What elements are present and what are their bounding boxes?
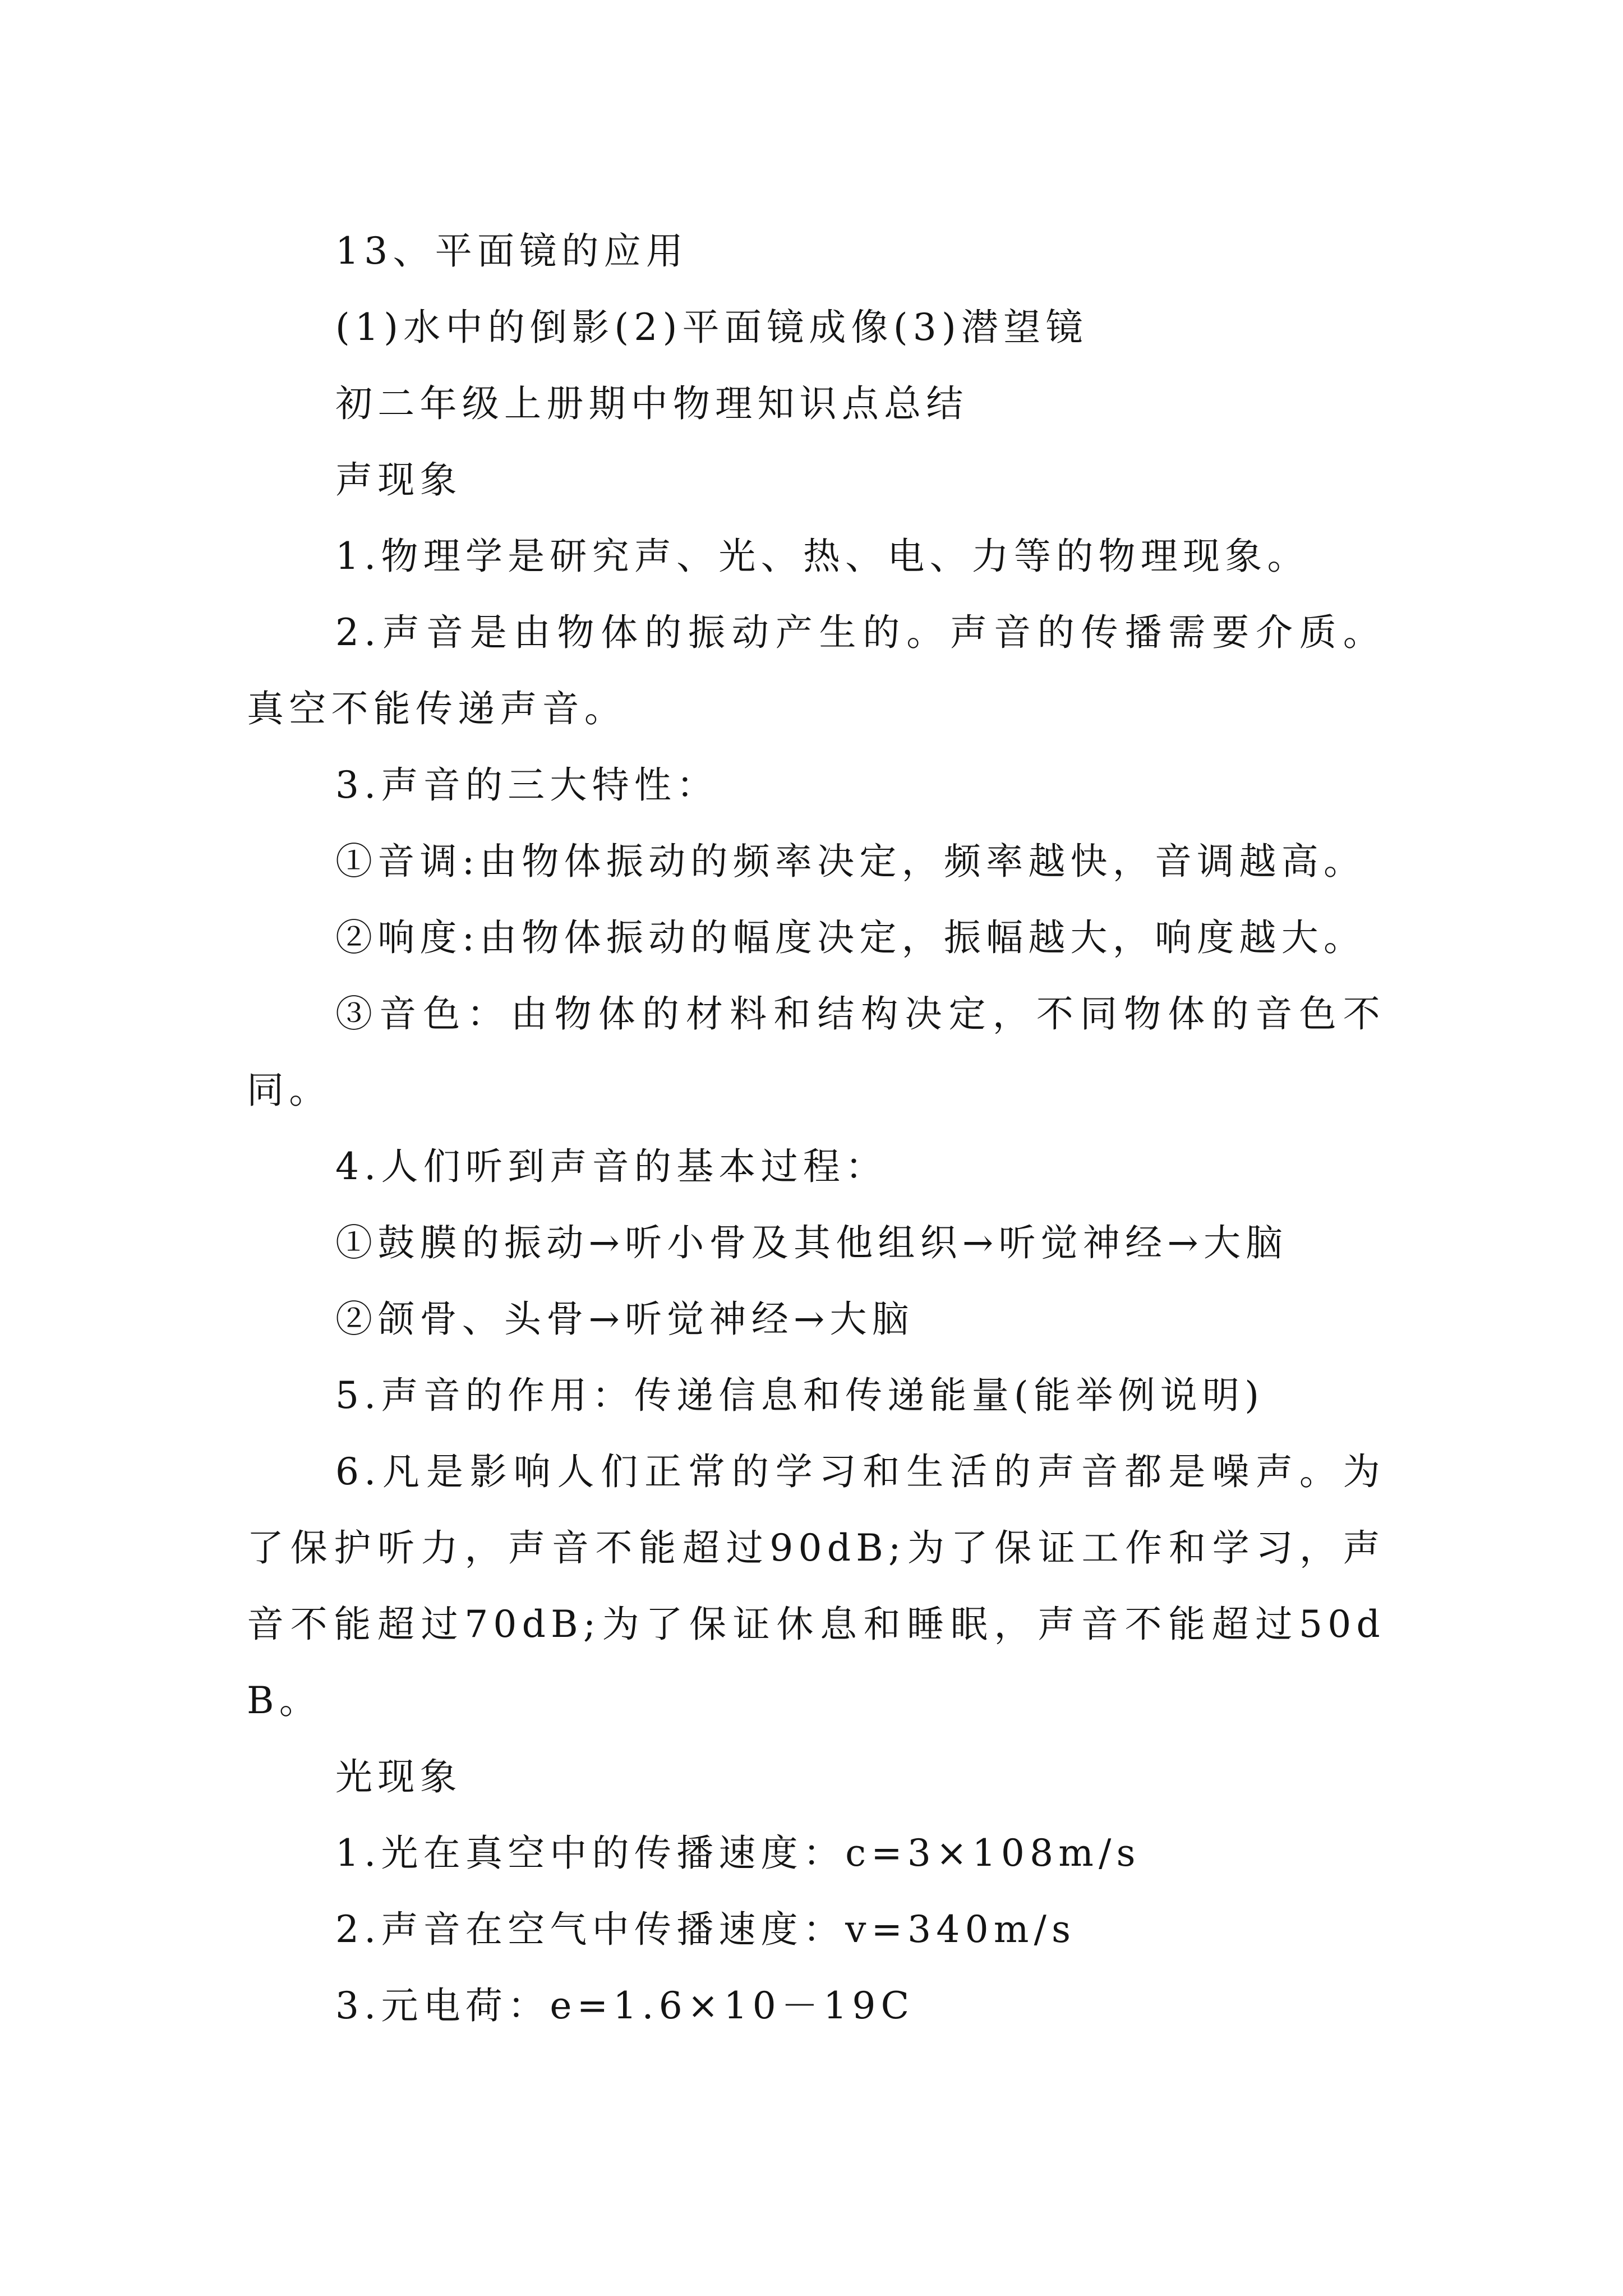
paragraph-sound-3-timbre: ③音色：由物体的材料和结构决定，不同物体的音色不同。 [247,992,1385,1112]
paragraph-plane-mirror-uses: (1)水中的倒影(2)平面镜成像(3)潜望镜 [335,306,1088,349]
paragraph-sound-2: 2.声音是由物体的振动产生的。声音的传播需要介质。真空不能传递声音。 [247,611,1385,730]
paragraph-sound-heading: 声现象 [335,458,462,501]
paragraph-sound-5: 5.声音的作用：传递信息和传递能量(能举例说明) [335,1374,1265,1417]
paragraph-sound-4-path-2: ②颌骨、头骨→听觉神经→大脑 [335,1297,914,1341]
paragraph-sound-3: 3.声音的三大特性： [335,763,719,807]
paragraph-sound-4: 4.人们听到声音的基本过程： [335,1145,888,1188]
paragraph-light-3: 3.元电荷：e=1.6×10－19C [335,1984,915,2027]
paragraph-sound-4-path-1: ①鼓膜的振动→听小骨及其他组织→听觉神经→大脑 [335,1221,1288,1264]
paragraph-light-1: 1.光在真空中的传播速度：c=3×108m/s [335,1832,1141,1875]
paragraph-section-title: 初二年级上册期中物理知识点总结 [335,382,969,425]
paragraph-sound-3-loudness: ②响度:由物体振动的幅度决定，振幅越大，响度越大。 [335,916,1366,959]
paragraph-plane-mirror-heading: 13、平面镜的应用 [335,229,689,273]
paragraph-sound-3-pitch: ①音调:由物体振动的频率决定，频率越快，音调越高。 [335,840,1366,883]
paragraph-sound-1: 1.物理学是研究声、光、热、电、力等的物理现象。 [335,535,1310,578]
paragraph-light-2: 2.声音在空气中传播速度：v=340m/s [335,1908,1076,1951]
document-body [247,213,1385,2044]
paragraph-sound-6: 6.凡是影响人们正常的学习和生活的声音都是噪声。为了保护听力，声音不能超过90dB;为了保证工作和学习，声音不能超过70dB;为了保证休息和睡眠，声音不能超过50dB。 [247,1450,1385,1722]
paragraph-light-heading: 光现象 [335,1755,462,1798]
